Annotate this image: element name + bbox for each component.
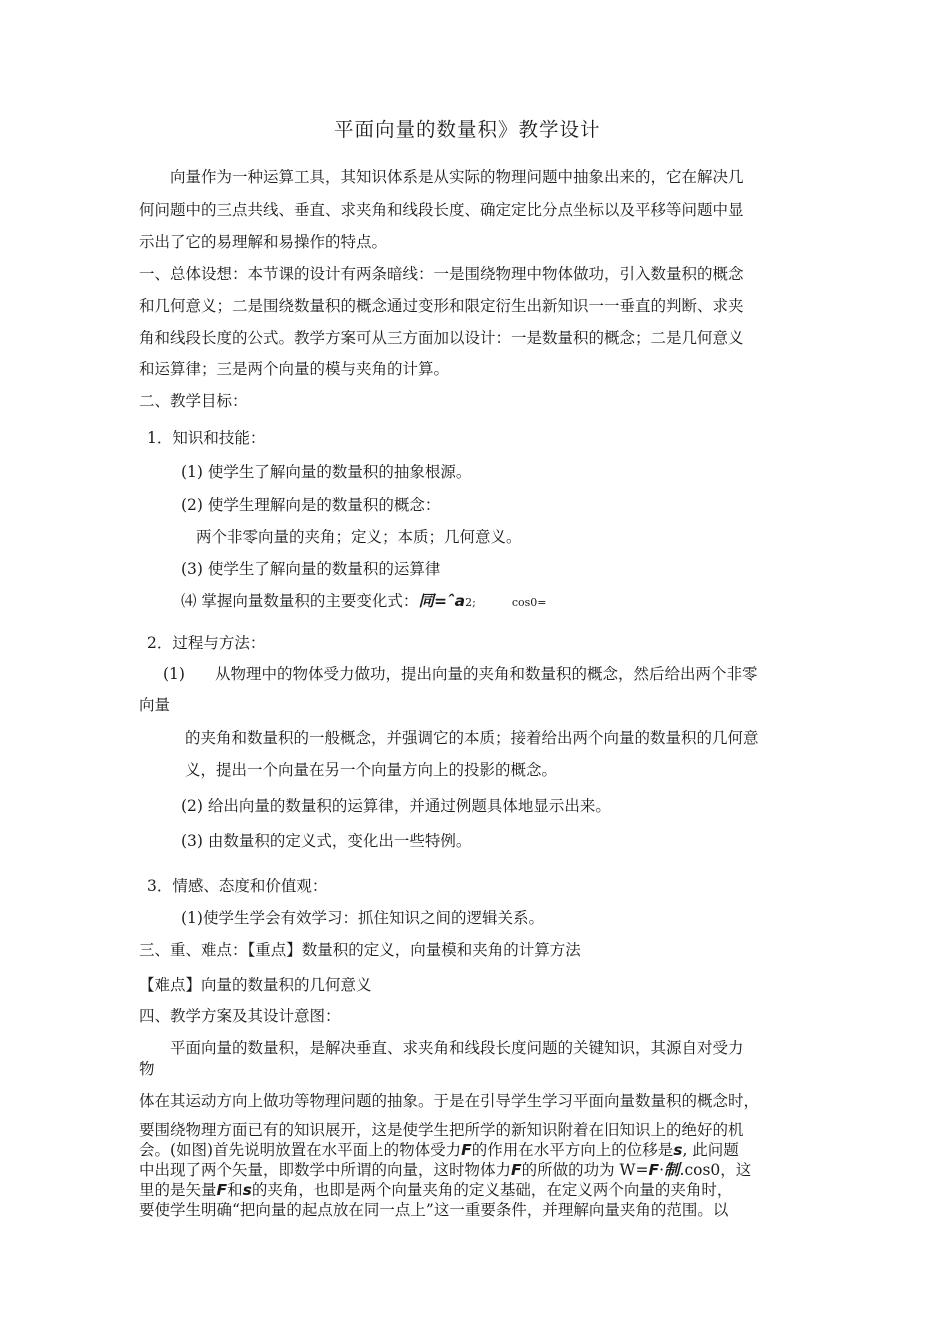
force-vector-F: F [461,1141,472,1159]
goal2-item-1-cont-2: 的夹角和数量积的一般概念，并强调它的本质；接着给出两个向量的数量积的几何意 [185,729,759,747]
section2-heading: 二、教学目标： [139,392,248,410]
magnitude-formula: 同=ˆa [418,592,466,610]
goal3-item: (1)使学生学会有效学习：抓住知识之间的逻辑关系。 [181,909,544,927]
goal1-item-1: (1) 使学生了解向量的数量积的抽象根源。 [181,463,472,481]
goal1-heading: 1．知识和技能： [147,429,266,447]
displacement-vector-s-2: s [242,1181,252,1199]
l2-text-c: , 此问题 [682,1141,739,1159]
work-formula-dot: · [659,1161,664,1179]
l2-text-b: 的作用在水平方向上的位移是 [471,1141,674,1159]
section4-line-2 [139,1140,739,1160]
l2-text-a: 会。(如图)首先说明放置在水平面上的物体受力 [139,1141,462,1159]
intro-line-1: 向量作为一种运算工具，其知识体系是从实际的物理问题中抽象出来的，它在解决几 [170,168,744,186]
section4-line-5: 要使学生明确“把向量的起点放在同一点上”这一重要条件，并理解向量夹角的范围。以 [139,1201,729,1219]
force-vector-F-3: F [216,1181,228,1199]
section4-para1: 平面向量的数量积，是解决垂直、求夹角和线段长度问题的关键知识，其源自对受力 [170,1039,744,1057]
intro-line-3: 示出了它的易理解和易操作的特点。 [139,233,388,251]
goal3-heading: 3．情感、态度和价值观： [147,877,328,895]
goal2-heading: 2．过程与方法： [147,634,266,652]
l4-text-b: 和 [227,1181,243,1199]
section4-line-4 [139,1180,732,1200]
displacement-vector-s: s [673,1141,683,1159]
section4-heading: 四、教学方案及其设计意图： [139,1007,341,1025]
goal1-item-3: (3) 使学生了解向量的数量积的运算律 [181,560,441,578]
section4-para1-cont: 物 [139,1060,155,1078]
section4-line-1: 要围绕物理方面已有的知识展开，这是使学生把所学的新知识附着在旧知识上的绝好的机 [139,1121,744,1139]
work-formula-s: 制 [664,1161,680,1179]
cosine-formula: cos0= [511,596,547,609]
l3-text-c: .cos0，这 [679,1161,752,1179]
section1-line-3: 角和线段长度的公式。教学方案可从三方面加以设计：一是数量积的概念；二是几何意义 [139,329,744,347]
section1-line-1: 一、总体设想：本节课的设计有两条暗线：一是围绕物理中物体做功，引入数量积的概念 [139,265,744,283]
section4-line-3 [139,1160,751,1180]
section3-line-2: 【难点】向量的数量积的几何意义 [139,976,372,994]
magnitude-formula-sub: 2; [465,596,476,609]
goal2-item-1-text: 从物理中的物体受力做功，提出向量的夹角和数量积的概念，然后给出两个非零 [215,665,758,683]
l3-text-a: 中出现了两个矢量，即数学中所谓的向量，这时物体力 [139,1161,512,1179]
intro-line-2: 何问题中的三点共线、垂直、求夹角和线段长度、确定定比分点坐标以及平移等问题中显 [139,201,744,219]
section1-line-4: 和运算律；三是两个向量的模与夹角的计算。 [139,360,450,378]
goal2-item-2: (2) 给出向量的数量积的运算律，并通过例题具体地显示出来。 [181,797,611,815]
goal2-item-1-cont-3: 义，提出一个向量在另一个向量方向上的投影的概念。 [185,761,558,779]
l4-text-a: 里的是矢量 [139,1181,217,1199]
goal1-item-2-sub: 两个非零向量的夹角；定义；本质；几何意义。 [196,528,522,546]
section3-line-1: 三、重、难点：【重点】数量积的定义，向量模和夹角的计算方法 [139,941,581,959]
goal2-item-1-num: (1) [163,665,185,683]
goal2-item-3: (3) 由数量积的定义式，变化出一些特例。 [181,832,472,850]
force-vector-F-2: F [511,1161,522,1179]
goal1-item-4 [181,591,547,613]
section1-line-2: 和几何意义；二是围绕数量积的概念通过变形和限定衍生出新知识一一垂直的判断、求夹 [139,297,744,315]
goal2-item-1-cont-1: 向量 [139,696,171,714]
goal1-item-4-prefix: ⑷ 掌握向量数量积的主要变化式： [181,592,419,610]
goal1-item-2: (2) 使学生理解向是的数量积的概念： [181,496,441,514]
l3-text-b: 的所做的功为 W= [521,1161,649,1179]
document-title: 平面向量的数量积》教学设计 [334,118,601,141]
l4-text-c: 的夹角，也即是两个向量夹角的定义基础，在定义两个向量的夹角时， [251,1181,733,1199]
section4-para2: 体在其运动方向上做功等物理问题的抽象。于是在引导学生学习平面向量数量积的概念时， [139,1092,760,1110]
work-formula-F: F [648,1161,660,1179]
